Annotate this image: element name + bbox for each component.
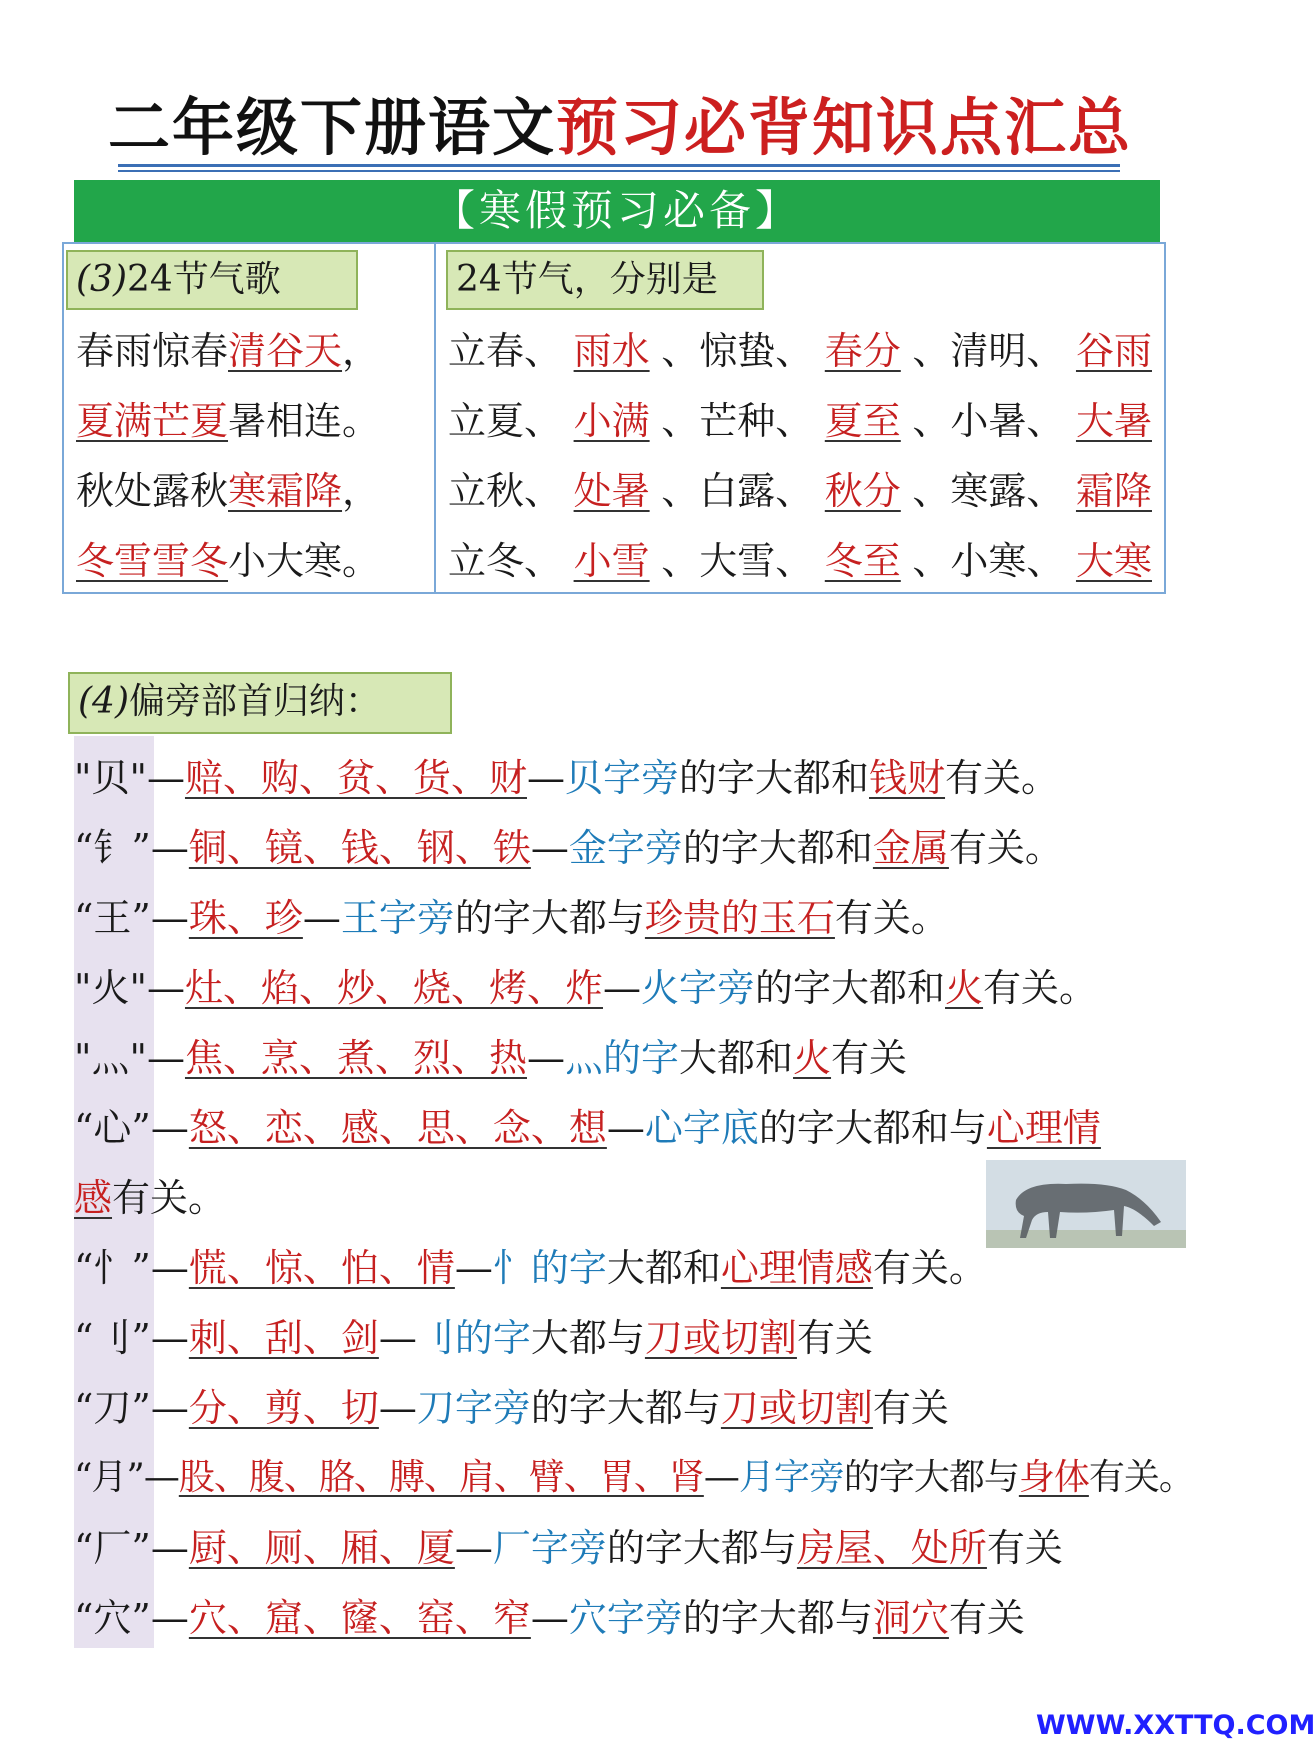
radical-name: 王字旁 <box>340 896 455 940</box>
horse-image <box>986 1160 1186 1248</box>
radical-line <box>74 892 949 944</box>
tail: 有关 <box>986 1526 1063 1570</box>
dash: — <box>602 966 641 1010</box>
title-black-part: 二年级下册语文 <box>107 91 556 164</box>
radical-name: 灬的字 <box>564 1036 679 1080</box>
radical-line <box>74 1032 907 1084</box>
example-chars: 慌、惊、怕、情 <box>188 1246 455 1290</box>
example-chars: 铜、镜、钱、钢、铁 <box>188 826 531 870</box>
dash: — <box>146 966 185 1010</box>
dash: — <box>378 1386 417 1430</box>
terms-row-2 <box>448 396 1152 446</box>
dash: — <box>150 1526 189 1570</box>
meaning: 刀或切割 <box>644 1316 797 1360</box>
radical-label-num: (4) <box>78 681 129 722</box>
connector: 的字大都与 <box>530 1386 721 1430</box>
meaning: 房屋、处所 <box>796 1526 987 1570</box>
meaning: 金属 <box>872 826 949 870</box>
example-chars: 厨、厕、厢、厦 <box>188 1526 455 1570</box>
term-red: 秋分 <box>824 469 901 513</box>
radical-name: 忄的字 <box>492 1246 607 1290</box>
term-plain: 、小暑、 <box>912 399 1065 443</box>
radical-name: 刀字旁 <box>416 1386 531 1430</box>
poem-line-4 <box>76 536 380 586</box>
radical-name: 金字旁 <box>568 826 683 870</box>
dash: — <box>150 1246 189 1290</box>
dash: — <box>454 1246 493 1290</box>
terms-row-4 <box>448 536 1152 586</box>
connector: 大都和 <box>606 1246 721 1290</box>
title-red-part: 预习必背知识点汇总 <box>556 91 1133 164</box>
term-red: 谷雨 <box>1075 329 1152 373</box>
term-plain: 、清明、 <box>912 329 1065 373</box>
terms-row-3 <box>448 466 1152 516</box>
meaning: 心理情 <box>986 1106 1101 1150</box>
title-underline <box>118 164 1120 167</box>
term-plain: 立秋、 <box>448 469 563 513</box>
term-plain: 立冬、 <box>448 539 563 583</box>
dash: — <box>146 756 185 800</box>
example-chars: 穴、窟、窿、窑、窄 <box>188 1596 531 1640</box>
poem-line-2 <box>76 396 380 446</box>
radical-line <box>74 1242 987 1294</box>
frame-divider <box>434 242 436 594</box>
meaning: 火 <box>793 1036 832 1080</box>
terms-label <box>446 250 764 310</box>
meaning: 洞穴 <box>872 1596 949 1640</box>
term-red: 小雪 <box>573 539 650 583</box>
poem-red: 冬雪雪冬 <box>76 539 229 583</box>
radical: “钅” <box>74 826 151 870</box>
tail: 有关。 <box>834 896 949 940</box>
dash: — <box>143 1457 179 1498</box>
radical-name: 月字旁 <box>738 1457 844 1498</box>
term-plain: 、白露、 <box>661 469 814 513</box>
term-plain: 、寒露、 <box>912 469 1065 513</box>
example-chars: 珠、珍 <box>188 896 303 940</box>
meaning: 身体 <box>1018 1457 1089 1498</box>
meaning: 火 <box>945 966 984 1010</box>
tail: 有关 <box>948 1596 1025 1640</box>
poem-line-1 <box>76 326 380 376</box>
term-red: 雨水 <box>573 329 650 373</box>
poem-red: 清谷天 <box>228 329 343 373</box>
radical: “王” <box>74 896 151 940</box>
example-chars: 怒、恋、感、思、念、想 <box>188 1106 607 1150</box>
connector: 的字大都与 <box>843 1457 1019 1498</box>
radical-line <box>74 1312 873 1364</box>
radical-label <box>68 672 452 734</box>
connector: 的字大都和与 <box>758 1106 987 1150</box>
radical-name: 火字旁 <box>640 966 755 1010</box>
term-red: 夏至 <box>824 399 901 443</box>
radical-name: 厂字旁 <box>492 1526 607 1570</box>
connector: 的字大都与 <box>454 896 645 940</box>
radical: “月” <box>74 1457 144 1498</box>
term-red: 春分 <box>824 329 901 373</box>
dash: — <box>150 1596 189 1640</box>
tail: 有关。 <box>872 1246 987 1290</box>
poem-plain: 春雨惊春 <box>76 329 229 373</box>
term-red: 冬至 <box>824 539 901 583</box>
dash: — <box>530 826 569 870</box>
dash: — <box>150 1316 189 1360</box>
terms-row-1 <box>448 326 1152 376</box>
term-red: 霜降 <box>1075 469 1152 513</box>
term-red: 大寒 <box>1075 539 1152 583</box>
footer-watermark: WWW.XXTTQ.COM <box>1036 1710 1315 1741</box>
radical: “忄” <box>74 1246 151 1290</box>
dash: — <box>150 896 189 940</box>
radical-name: 贝字旁 <box>564 756 679 800</box>
term-plain: 立夏、 <box>448 399 563 443</box>
terms-label-text: 24节气，分别是 <box>456 259 718 300</box>
connector: 大都和 <box>679 1036 794 1080</box>
dash: — <box>703 1457 739 1498</box>
radical: “心” <box>74 1106 151 1150</box>
radical: “穴” <box>74 1596 151 1640</box>
dash: — <box>530 1596 569 1640</box>
radical-name: 穴字旁 <box>568 1596 683 1640</box>
connector: 的字大都与 <box>606 1526 797 1570</box>
example-chars: 焦、烹、煮、烈、热 <box>184 1036 527 1080</box>
tail: 有关。 <box>945 756 1060 800</box>
radical-name: 刂的字 <box>416 1316 531 1360</box>
radical: "火" <box>74 966 147 1010</box>
page-title <box>0 88 1240 168</box>
tail: 有关 <box>872 1386 949 1430</box>
tail: 有关 <box>796 1316 873 1360</box>
tail: 有关。 <box>983 966 1098 1010</box>
connector: 的字大都和 <box>679 756 870 800</box>
term-red: 处暑 <box>573 469 650 513</box>
example-chars: 股、腹、胳、膊、肩、臂、胃、肾 <box>178 1457 704 1498</box>
radical-line-continuation <box>74 1172 226 1224</box>
poem-plain: 秋处露秋 <box>76 469 229 513</box>
dash: — <box>526 756 565 800</box>
poem-label-num: (3) <box>76 259 127 300</box>
radical-line <box>74 1452 1194 1504</box>
term-plain: 、芒种、 <box>661 399 814 443</box>
radical-line <box>74 1592 1025 1644</box>
term-red: 小满 <box>573 399 650 443</box>
dash: — <box>378 1316 417 1360</box>
example-chars: 刺、刮、剑 <box>188 1316 379 1360</box>
term-red: 大暑 <box>1075 399 1152 443</box>
radical: “刂” <box>74 1316 151 1360</box>
radical: "灬" <box>74 1036 147 1080</box>
radical-line <box>74 1382 949 1434</box>
dash: — <box>606 1106 645 1150</box>
term-plain: 、小寒、 <box>912 539 1065 583</box>
tail: 有关。 <box>948 826 1063 870</box>
poem-tail: ， <box>342 329 381 373</box>
poem-label-text: 24节气歌 <box>127 259 281 300</box>
horse-illustration <box>986 1160 1186 1248</box>
radical-line <box>74 962 1097 1014</box>
dash: — <box>150 1386 189 1430</box>
radical: "贝" <box>74 756 147 800</box>
meaning: 钱财 <box>869 756 946 800</box>
connector: 的字大都和 <box>682 826 873 870</box>
dash: — <box>526 1036 565 1080</box>
radical-line <box>74 822 1063 874</box>
radical-name: 心字底 <box>644 1106 759 1150</box>
radical-line <box>74 1102 1101 1154</box>
dash: — <box>146 1036 185 1080</box>
poem-line-3 <box>76 466 380 516</box>
connector: 的字大都和 <box>755 966 946 1010</box>
tail: 有关。 <box>1088 1457 1194 1498</box>
poem-red: 夏满芒夏 <box>76 399 229 443</box>
radical-line <box>74 752 1059 804</box>
poem-label <box>66 250 358 310</box>
meaning: 心理情感 <box>720 1246 873 1290</box>
term-plain: 、惊蛰、 <box>661 329 814 373</box>
term-plain: 立春、 <box>448 329 563 373</box>
title-underline-2 <box>118 170 1120 172</box>
poem-tail: ， <box>342 469 381 513</box>
dash: — <box>302 896 341 940</box>
poem-plain: 小大寒。 <box>228 539 381 583</box>
dash: — <box>454 1526 493 1570</box>
dash: — <box>150 826 189 870</box>
example-chars: 灶、焰、炒、烧、烤、炸 <box>184 966 603 1010</box>
meaning: 感 <box>74 1176 113 1220</box>
radical-line <box>74 1522 1063 1574</box>
connector: 大都与 <box>530 1316 645 1360</box>
example-chars: 赔、购、贫、货、财 <box>184 756 527 800</box>
meaning: 刀或切割 <box>720 1386 873 1430</box>
term-plain: 、大雪、 <box>661 539 814 583</box>
dash: — <box>150 1106 189 1150</box>
radical: “刀” <box>74 1386 151 1430</box>
section-banner: 【寒假预习必备】 <box>74 180 1160 242</box>
tail: 有关。 <box>112 1176 227 1220</box>
example-chars: 分、剪、切 <box>188 1386 379 1430</box>
radical-label-text: 偏旁部首归纳： <box>129 681 382 722</box>
connector: 的字大都与 <box>682 1596 873 1640</box>
meaning: 珍贵的玉石 <box>644 896 835 940</box>
radical: “厂” <box>74 1526 151 1570</box>
tail: 有关 <box>831 1036 908 1080</box>
poem-plain: 暑相连。 <box>228 399 381 443</box>
poem-red: 寒霜降 <box>228 469 343 513</box>
